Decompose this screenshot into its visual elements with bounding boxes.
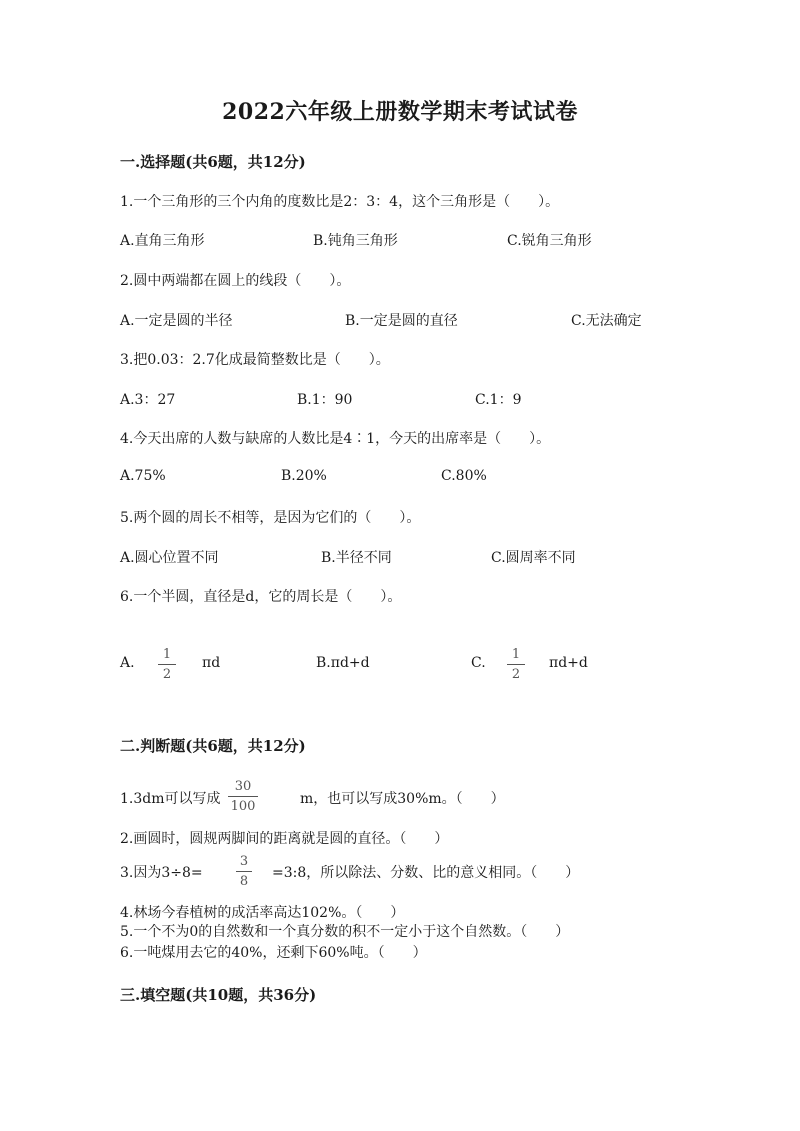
question-2-1-suffix: m，也可以写成30%m。（ ） [300, 791, 505, 807]
question-2-3-prefix: 3.因为3÷8= [120, 865, 203, 881]
question-1-6: 6.一个半圆，直径是d，它的周长是（ ）。 [120, 589, 402, 605]
option-c: C.无法确定 [571, 313, 642, 329]
option-a-label: A. [120, 655, 135, 671]
fraction-numerator: 3 [239, 854, 249, 869]
option-c: C.1：9 [475, 392, 522, 408]
question-2-2: 2.画圆时，圆规两脚间的距离就是圆的直径。（ ） [120, 831, 449, 847]
question-2-5: 5.一个不为0的自然数和一个真分数的积不一定小于这个自然数。（ ） [120, 924, 570, 940]
question-1-5: 5.两个圆的周长不相等，是因为它们的（ ）。 [120, 510, 421, 526]
section-heading-fill-in: 三.填空题(共10题，共36分) [120, 986, 317, 1004]
fraction-denominator: 2 [162, 667, 172, 682]
option-b: B.钝角三角形 [313, 233, 398, 249]
question-2-3-suffix: =3:8，所以除法、分数、比的意义相同。（ ） [272, 865, 580, 881]
option-a: A.3：27 [120, 392, 176, 408]
fraction-numerator: 1 [511, 647, 521, 662]
option-a: A.一定是圆的半径 [120, 313, 233, 329]
option-c: C.圆周率不同 [491, 550, 576, 566]
fraction-denominator: 2 [511, 667, 521, 682]
fraction [158, 648, 176, 681]
fraction [507, 648, 525, 681]
question-1-2: 2.圆中两端都在圆上的线段（ ）。 [120, 273, 351, 289]
option-a: A.圆心位置不同 [120, 550, 219, 566]
option-c-suffix: πd+d [549, 655, 588, 671]
option-c: C.锐角三角形 [507, 233, 592, 249]
question-1-1: 1.一个三角形的三个内角的度数比是2：3：4，这个三角形是（ ）。 [120, 194, 560, 210]
fraction-denominator: 8 [239, 874, 249, 889]
option-b: B.半径不同 [321, 550, 392, 566]
fraction-numerator: 30 [234, 779, 252, 794]
option-b: B.πd+d [316, 655, 370, 671]
option-a: A.直角三角形 [120, 233, 205, 249]
option-b: B.1：90 [297, 392, 353, 408]
section-heading-choice: 一.选择题(共6题，共12分) [120, 153, 306, 171]
question-2-1-prefix: 1.3dm可以写成 [120, 791, 221, 807]
option-a: A.75% [120, 468, 166, 484]
option-c: C.80% [441, 468, 487, 484]
fraction [236, 855, 252, 888]
option-a-suffix: πd [202, 655, 221, 671]
question-1-4: 4.今天出席的人数与缺席的人数比是4∶1，今天的出席率是（ ）。 [120, 431, 551, 447]
page-title: 2022六年级上册数学期末考试试卷 [222, 99, 578, 125]
question-2-6: 6.一吨煤用去它的40%，还剩下60%吨。（ ） [120, 945, 427, 961]
fraction [228, 780, 258, 813]
question-2-4: 4.林场今春植树的成活率高达102%。（ ） [120, 905, 405, 921]
fraction-numerator: 1 [162, 647, 172, 662]
option-c-label: C. [471, 655, 486, 671]
section-heading-judgement: 二.判断题(共6题，共12分) [120, 737, 306, 755]
option-b: B.20% [281, 468, 327, 484]
fraction-denominator: 100 [230, 799, 256, 814]
question-1-3: 3.把0.03：2.7化成最简整数比是（ ）。 [120, 352, 390, 368]
option-b: B.一定是圆的直径 [345, 313, 458, 329]
